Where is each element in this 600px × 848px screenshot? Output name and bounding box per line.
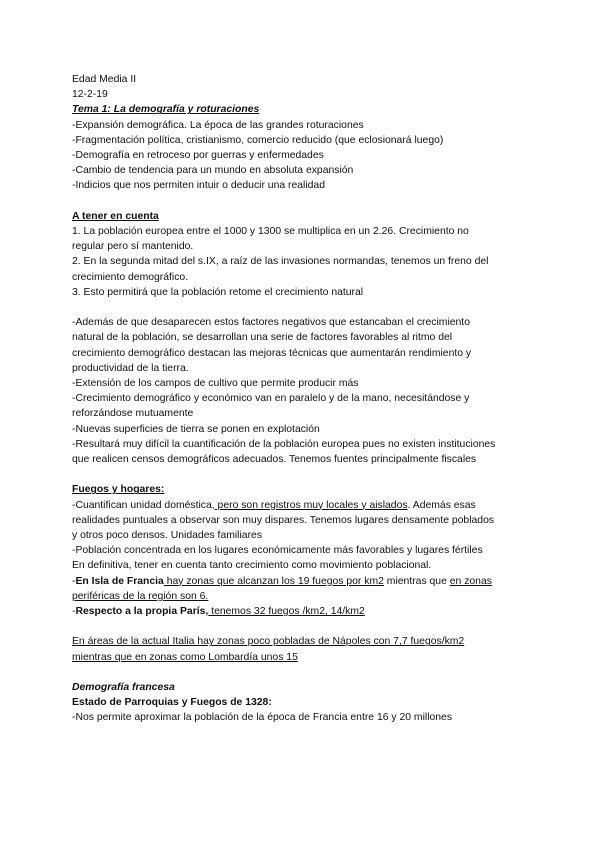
- text-run: -Cuantifican unidad doméstica,: [72, 499, 215, 511]
- body-line: -Nuevas superficies de tierra se ponen en explotación: [72, 423, 320, 435]
- body-line: [72, 498, 540, 513]
- body-line: 3. Esto permitirá que la población retome el crecimiento natural: [72, 286, 364, 298]
- course-name: Edad Media II: [72, 74, 137, 85]
- body-line: -Resultará muy difícil la cuantificación de la población europea pues no existen instituciones: [72, 438, 496, 450]
- body-line: que realicen censos demográficos adecuados. Tenemos fuentes principalmente fiscales: [72, 454, 477, 466]
- body-line: mientras que en zonas como Lombardía unos 15: [72, 651, 298, 663]
- section-heading: Fuegos y hogares:: [72, 484, 165, 496]
- spacer: [72, 665, 540, 680]
- text-run: -: [72, 575, 76, 587]
- spacer: [72, 300, 540, 315]
- bold-text: En Isla de Francia: [75, 575, 164, 587]
- intro-line: -Expansión demográfica. La época de las grandes roturaciones: [72, 119, 364, 131]
- date: 12-2-19: [72, 89, 108, 101]
- body-line: -Población concentrada en los lugares económicamente más favorables y lugares fértiles: [72, 545, 483, 557]
- body-line: -Además de que desaparecen estos factores negativos que estancaban el crecimiento: [72, 317, 470, 329]
- body-line: crecimiento demográfico.: [72, 271, 189, 283]
- intro-line: -Fragmentación política, cristianismo, comercio reducido (que eclosionará luego): [72, 134, 444, 146]
- bold-text: Respecto a la propia París,: [75, 606, 209, 618]
- spacer: [72, 194, 540, 209]
- intro-line: -Cambio de tendencia para un mundo en absoluta expansión: [72, 165, 354, 177]
- body-line: regular pero sí mantenido.: [72, 241, 194, 253]
- topic-title: Tema 1: La demografía y roturaciones: [72, 104, 260, 116]
- body-line: -Extensión de los campos de cultivo que permite producir más: [72, 378, 359, 390]
- text-run: mientras que: [383, 575, 450, 587]
- body-line: [72, 604, 540, 619]
- intro-line: -Demografía en retroceso por guerras y enfermedades: [72, 150, 324, 162]
- underlined-text: en zonas: [449, 575, 492, 587]
- body-line: 1. La población europea entre el 1000 y 1300 se multiplica en un 2.26. Crecimiento no: [72, 226, 469, 238]
- body-line: periféricas de la región son 6.: [72, 590, 209, 602]
- body-line: natural de la población, se desarrollan una serie de factores favorables al ritmo del: [72, 332, 453, 344]
- body-line: En definitiva, tener en cuenta tanto crecimiento como movimiento poblacional.: [72, 560, 432, 572]
- section-heading: A tener en cuenta: [72, 210, 159, 222]
- intro-line: -Indicios que nos permiten intuir o deducir una realidad: [72, 180, 325, 192]
- body-line: crecimiento demográfico destacan las mejoras técnicas que aumentarán rendimiento y: [72, 347, 472, 359]
- body-line: realidades puntuales a observar son muy dispares. Tenemos lugares densamente poblados: [72, 514, 495, 526]
- body-line: reforzándose mutuamente: [72, 408, 194, 420]
- text-run: -: [72, 606, 76, 618]
- body-line: productividad de la tierra.: [72, 362, 189, 374]
- body-line: 2. En la segunda mitad del s.IX, a raíz de las invasiones normandas, tenemos un freno del: [72, 256, 489, 268]
- section-heading: Demografía francesa: [72, 682, 175, 694]
- body-line: y otros poco densos. Unidades familiares: [72, 530, 263, 542]
- body-line: -Nos permite aproximar la población de la época de Francia entre 16 y 20 millones: [72, 712, 453, 724]
- underlined-text: tenemos 32 fuegos /km2, 14/km2: [208, 606, 365, 618]
- underlined-text: hay zonas que alcanzan los 19 fuegos por km2: [163, 575, 384, 587]
- body-line: En áreas de la actual Italia hay zonas poco pobladas de Nápoles con 7,7 fuegos/km2: [72, 636, 465, 648]
- spacer: [72, 619, 540, 634]
- body-line: -Crecimiento demográfico y económico van en paralelo y de la mano, necesitándose y: [72, 393, 470, 405]
- spacer: [72, 467, 540, 482]
- subheading: Estado de Parroquias y Fuegos de 1328:: [72, 697, 272, 709]
- underlined-text: pero son registros muy locales y aislados: [214, 499, 408, 511]
- text-run: . Además esas: [407, 499, 476, 511]
- body-line: [72, 574, 540, 589]
